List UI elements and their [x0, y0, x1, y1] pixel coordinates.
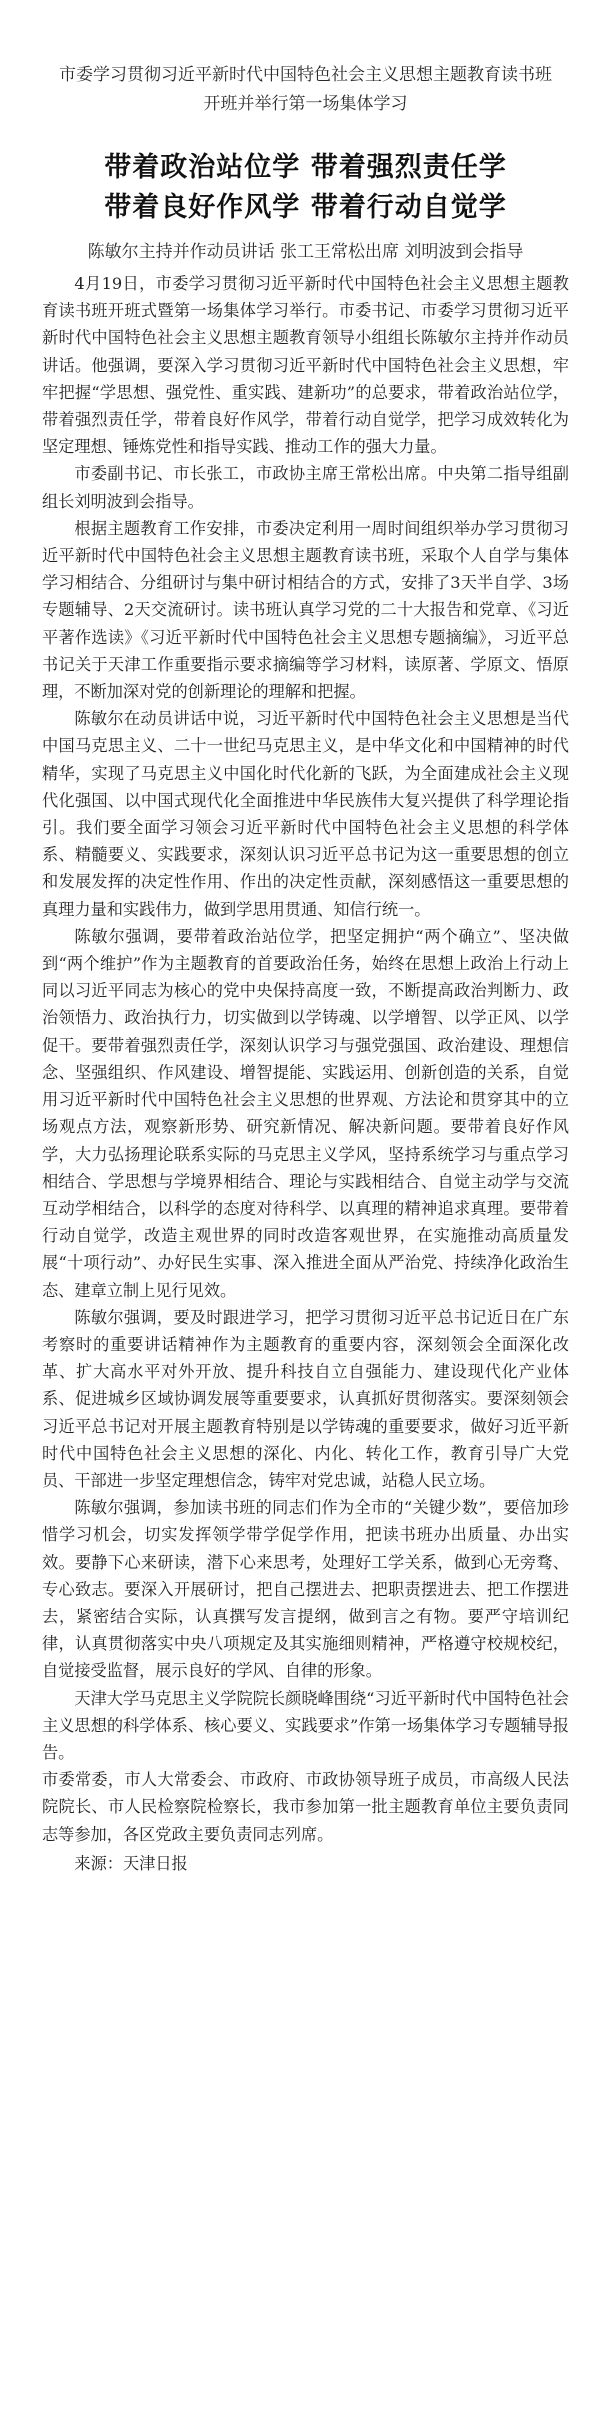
article-headline-line-2: 带着良好作风学 带着行动自觉学: [104, 192, 507, 223]
article-headline-line-1: 带着政治站位学 带着强烈责任学: [104, 152, 507, 183]
body-paragraph: 陈敏尔强调，要带着政治站位学，把坚定拥护“两个确立”、坚决做到“两个维护”作为主题教育的首要政治任务，始终在思想上政治上行动上同以习近平同志为核心的党中央保持高度一致，不断提高政治判断力、政治领悟力、政治执行力，切实做到以学铸魂、以学增智、以学正风、以学促干。要带着强烈责任学，深刻认识学习与强党强国、政治建设、理想信念、坚强组织、作风建设、增智提能、实践运用、创新创造的关系，自觉用习近平新时代中国特色社会主义思想的世界观、方法论和贯穿其中的立场观点方法，观察新形势、研究新情况、解决新问题。要带着良好作风学，大力弘扬理论联系实际的马克思主义学风，坚持系统学习与重点学习相结合、学思想与学境界相结合、理论与实践相结合、自觉主动学与交流互动学相结合，以科学的态度对待科学、以真理的精神追求真理。要带着行动自觉学，改造主观世界的同时改造客观世界，在实施推动高质量发展“十项行动”、办好民生实事、深入推进全面从严治党、持续净化政治生态、建章立制上见行见效。: [42, 926, 569, 1300]
closing-paragraph: 市委常委，市人大常委会、市政府、市政协领导班子成员，市高级人民法院院长、市人民检察院检察长，我市参加第一批主题教育单位主要负责同志等参加，各区党政主要负责同志列席。: [42, 1770, 569, 1844]
body-paragraph: 天津大学马克思主义学院院长颜晓峰围绕“习近平新时代中国特色社会主义思想的科学体系、核心要义、实践要求”作第一场集体学习专题辅导报告。: [42, 1688, 569, 1762]
article-source: 来源：天津日报: [74, 1853, 188, 1873]
article-kicker-line-2: 开班并举行第一场集体学习: [203, 94, 408, 114]
body-paragraph: 陈敏尔在动员讲话中说，习近平新时代中国特色社会主义思想是当代中国马克思主义、二十一世纪马克思主义，是中华文化和中国精神的时代精华，实现了马克思主义中国化时代化新的飞跃，为全面建成社会主义现代化强国、以中国式现代化全面推进中华民族伟大复兴提供了科学理论指引。我们要全面学习领会习近平新时代中国特色社会主义思想的科学体系、精髓要义、实践要求，深刻认识习近平总书记为这一重要思想的创立和发展发挥的决定性作用、作出的决定性贡献，深刻感悟这一重要思想的真理力量和实践伟力，做到学思用贯通、知信行统一。: [42, 709, 569, 919]
body-paragraph: 陈敏尔强调，要及时跟进学习，把学习贯彻习近平总书记近日在广东考察时的重要讲话精神作为主题教育的重要内容，深刻领会全面深化改革、扩大高水平对外开放、提升科技自立自强能力、建设现代化产业体系、促进城乡区域协调发展等重要要求，认真抓好贯彻落实。要深刻领会习近平总书记对开展主题教育特别是以学铸魂的重要要求，做好习近平新时代中国特色社会主义思想的深化、内化、转化工作，教育引导广大党员、干部进一步坚定理想信念，铸牢对党忠诚，站稳人民立场。: [42, 1307, 569, 1490]
body-paragraph: 根据主题教育工作安排，市委决定利用一周时间组织举办学习贯彻习近平新时代中国特色社会主义思想主题教育读书班，采取个人自学与集体学习相结合、分组研讨与集中研讨相结合的方式，安排了3天半自学、3场专题辅导、2天交流研讨。读书班认真学习党的二十大报告和党章、《习近平著作选读》《习近平新时代中国特色社会主义思想专题摘编》，习近平总书记关于天津工作重要指示要求摘编等学习材料，读原著、学原文、悟原理，不断加深对党的创新理论的理解和把握。: [42, 518, 569, 702]
body-paragraph: 市委副书记、市长张工，市政协主席王常松出席。中央第二指导组副组长刘明波到会指导。: [42, 464, 569, 511]
article-kicker-line-1: 市委学习贯彻习近平新时代中国特色社会主义思想主题教育读书班: [59, 65, 552, 85]
article-subhead: 陈敏尔主持并作动员讲话 张工王常松出席 刘明波到会指导: [87, 242, 524, 262]
body-paragraph: 4月19日，市委学习贯彻习近平新时代中国特色社会主义思想主题教育读书班开班式暨第一场集体学习举行。市委书记、市委学习贯彻习近平新时代中国特色社会主义思想主题教育领导小组组长陈敏尔主持并作动员讲话。他强调，要深入学习贯彻习近平新时代中国特色社会主义思想，牢牢把握“学思想、强党性、重实践、建新功”的总要求，带着政治站位学，带着强烈责任学，带着良好作风学，带着行动自觉学，把学习成效转化为坚定理想、锤炼党性和指导实践、推动工作的强大力量。: [42, 274, 569, 457]
body-paragraph: 陈敏尔强调，参加读书班的同志们作为全市的“关键少数”，要倍加珍惜学习机会，切实发挥领学带学促学作用，把读书班办出质量、办出实效。要静下心来研读，潜下心来思考，处理好工学关系，做到心无旁骛、专心致志。要深入开展研讨，把自己摆进去、把职责摆进去、把工作摆进去，紧密结合实际，认真撰写发言提纲，做到言之有物。要严守培训纪律，认真贯彻落实中央八项规定及其实施细则精神，严格遵守校规校纪，自觉接受监督，展示良好的学风、自律的形象。: [42, 1498, 569, 1681]
